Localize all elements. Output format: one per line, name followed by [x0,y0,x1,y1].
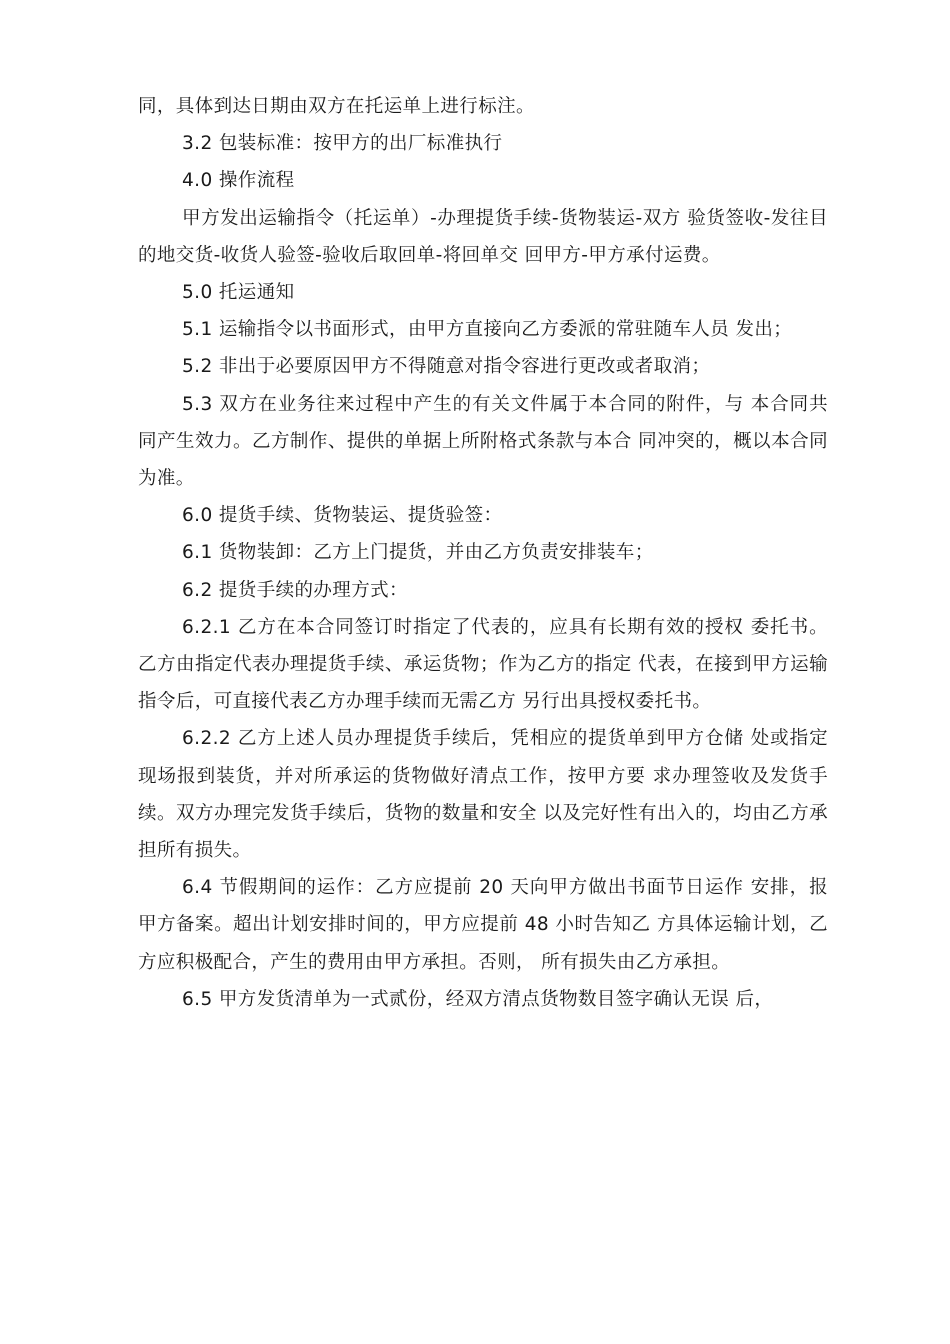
paragraph-5-2: 5.2 非出于必要原因甲方不得随意对指令容进行更改或者取消； [182,356,711,378]
heading-4-0: 4.0 操作流程 [182,170,295,192]
paragraph-process-flow: 甲方发出运输指令（托运单）-办理提货手续-货物装运-双方 验货签收-发往目的地交货-收货人验签-验收后取回单-将回单交 回甲方-甲方承付运费。 [138,207,828,266]
document-body [138,88,828,1018]
paragraph-3-2: 3.2 包装标准：按甲方的出厂标准执行 [182,133,503,155]
heading-6-2: 6.2 提货手续的办理方式： [182,579,408,601]
paragraph-6-4: 6.4 节假期间的运作：乙方应提前 20 天向甲方做出书面节日运作 安排，报甲方备案。超出计划安排时间的，甲方应提前 48 小时告知乙 方具体运输计划，乙方应积极配合，产生的费用由甲方承担。否则， 所有损失由乙方承担。 [138,877,828,973]
heading-5-0: 5.0 托运通知 [182,282,295,304]
paragraph-5-1: 5.1 运输指令以书面形式，由甲方直接向乙方委派的常驻随车人员 发出； [182,319,793,341]
paragraph-6-2-2: 6.2.2 乙方上述人员办理提货手续后，凭相应的提货单到甲方仓储 处或指定现场报到装货，并对所承运的货物做好清点工作，按甲方要 求办理签收及发货手续。双方办理完发货手续后，货物的数量和安全 以及完好性有出入的，均由乙方承担所有损失。 [138,728,828,862]
heading-6-0: 6.0 提货手续、货物装运、提货验签： [182,505,503,527]
paragraph-6-2-1: 6.2.1 乙方在本合同签订时指定了代表的，应具有长期有效的授权 委托书。乙方由指定代表办理提货手续、承运货物；作为乙方的指定 代表，在接到甲方运输指令后，可直接代表乙方办理手续而无需乙方 另行出具授权委托书。 [138,616,828,713]
paragraph-6-5: 6.5 甲方发货清单为一式贰份，经双方清点货物数目签字确认无误 后， [182,988,774,1010]
paragraph-6-1: 6.1 货物装卸：乙方上门提货，并由乙方负责安排装车； [182,542,654,564]
paragraph-5-3: 5.3 双方在业务往来过程中产生的有关文件属于本合同的附件，与 本合同共同产生效力。乙方制作、提供的单据上所附格式条款与本合 同冲突的，概以本合同为准。 [138,393,828,490]
paragraph-continuation: 同，具体到达日期由双方在托运单上进行标注。 [138,96,535,117]
